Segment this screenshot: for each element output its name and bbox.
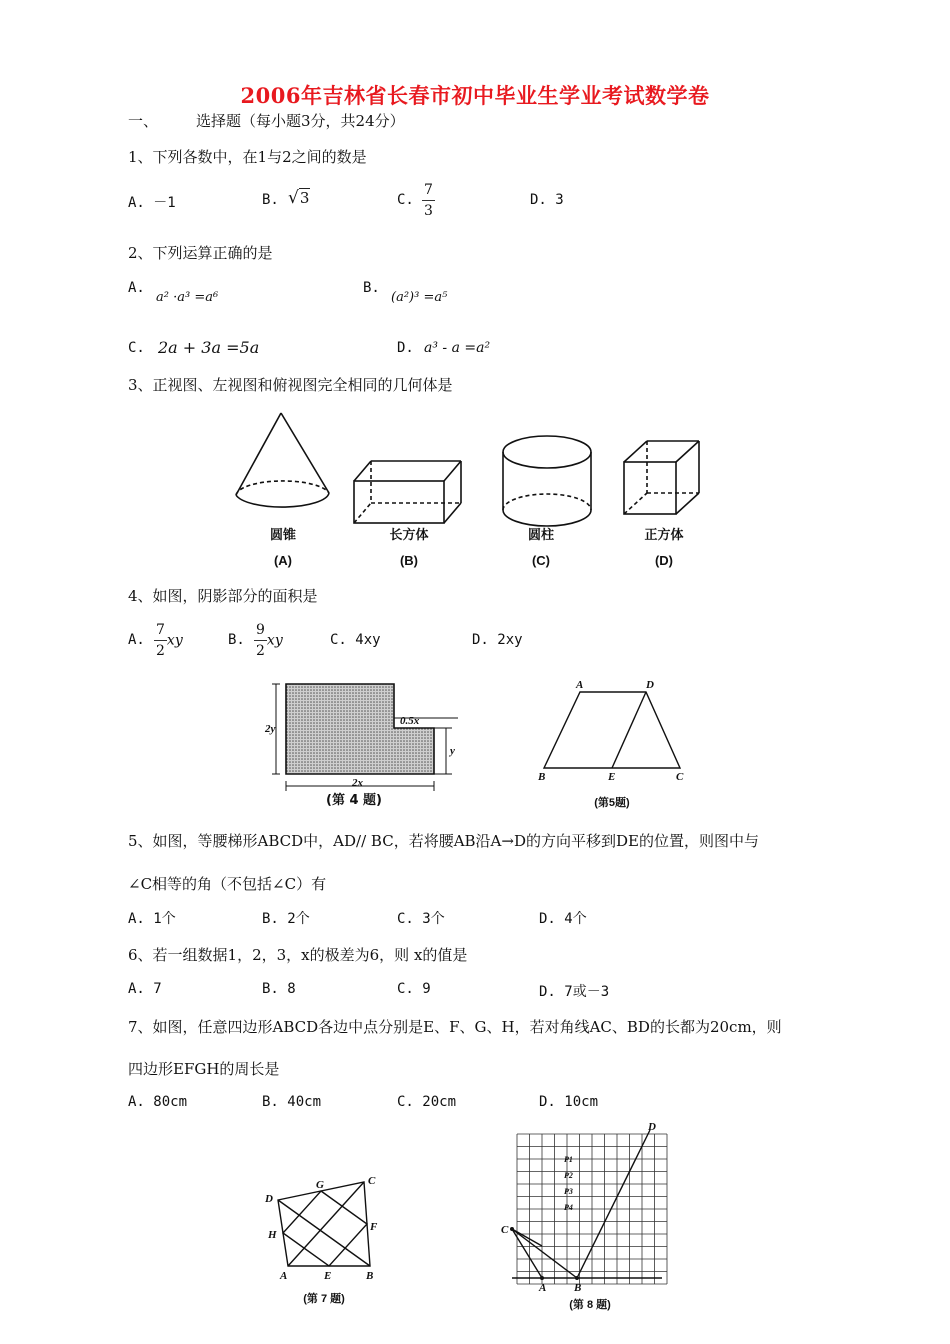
fig4-notch-height-label: y — [450, 745, 455, 757]
q2-stem: 2、下列运算正确的是 — [128, 244, 273, 262]
fig8-label-p3: P3 — [564, 1187, 573, 1196]
shape-c-name: 圆柱 — [527, 527, 555, 542]
fig8-label-p4: P4 — [564, 1203, 573, 1212]
fig4-notch-width-label: 0.5x — [400, 715, 420, 727]
fig8-label-c: C — [501, 1224, 509, 1236]
q5-option-c: C. 3个 — [397, 911, 445, 927]
cube-shape — [624, 441, 699, 514]
q4-option-b-label: B. — [228, 632, 245, 648]
shape-a-name: 圆锥 — [269, 527, 297, 542]
q6-stem: 6、若一组数据1，2，3，x的极差为6，则 x的值是 — [128, 946, 468, 964]
fig4-width-label: 2x — [352, 777, 363, 789]
q5-option-b: B. 2个 — [262, 911, 310, 927]
shape-d-letter: (D) — [654, 553, 674, 568]
q7-option-c: C. 20cm — [397, 1094, 457, 1110]
q1-option-c-label: C. — [397, 192, 414, 208]
q7-stem-line2: 四边形EFGH的周长是 — [128, 1060, 280, 1078]
q2-option-b-math: (a²)³ =a⁵ — [391, 290, 448, 305]
fig8-label-d: D — [648, 1121, 656, 1133]
q4-option-b-frac: $\frac{9}{2}$ xy — [256, 622, 283, 659]
shaded-region — [286, 684, 434, 774]
fig5-label-b: B — [538, 771, 546, 783]
fig8-grid — [517, 1134, 667, 1284]
q2-option-a-math: a² ·a³ =a⁶ — [156, 290, 219, 305]
fig8-label-p1: P1 — [564, 1155, 573, 1164]
cuboid-shape — [354, 461, 461, 523]
fig8-label-b: B — [574, 1282, 582, 1294]
page-title: 2006年吉林省长春市初中毕业生学业考试数学卷 — [240, 83, 710, 108]
fig5-label-a: A — [576, 679, 584, 691]
fig7-label-g: G — [316, 1179, 324, 1191]
fig5-caption: (第5题) — [594, 797, 630, 809]
fig7-label-f: F — [370, 1221, 378, 1233]
fig5-label-c: C — [676, 771, 684, 783]
q4-stem: 4、如图，阴影部分的面积是 — [128, 587, 318, 605]
fig7-label-b: B — [366, 1270, 374, 1282]
section-number: 一、 — [128, 112, 159, 130]
fig4-caption: (第 4 题) — [326, 793, 382, 808]
fig7-label-e: E — [324, 1270, 332, 1282]
q7-option-d: D. 10cm — [539, 1094, 599, 1110]
shape-a-letter: (A) — [273, 553, 293, 568]
q2-option-c-math: 2a + 3a =5a — [158, 338, 260, 357]
q6-option-b: B. 8 — [262, 981, 296, 997]
fig7-figure — [258, 1168, 398, 1310]
q7-option-a: A. 80cm — [128, 1094, 188, 1110]
q2-option-d-label: D. — [397, 340, 414, 356]
q1-option-a: A. －1 — [128, 195, 176, 211]
fig7-label-h: H — [268, 1229, 277, 1241]
fig4-height-label: 2y — [265, 723, 276, 735]
fig7-label-d: D — [265, 1193, 273, 1205]
shape-b-name: 长方体 — [389, 527, 429, 542]
q4-option-a-frac: $\frac{7}{2}$ xy — [156, 622, 183, 659]
fig8-label-p2: P2 — [564, 1171, 573, 1180]
fig5-figure — [530, 674, 700, 814]
q7-option-b: B. 40cm — [262, 1094, 322, 1110]
q7-stem-line1: 7、如图，任意四边形ABCD各边中点分别是E、F、G、H，若对角线AC、BD的长都为20cm，则 — [128, 1018, 782, 1036]
q2-option-c-label: C. — [128, 340, 145, 356]
fig7-caption: (第 7 题) — [303, 1293, 345, 1305]
q6-option-c: C. 9 — [397, 981, 431, 997]
q1-option-c-frac: $\frac{7}{3}$ — [424, 182, 433, 219]
q4-option-c: C. 4xy — [330, 632, 381, 648]
fig8-label-a: A — [539, 1282, 547, 1294]
q6-option-a: A. 7 — [128, 981, 162, 997]
q4-option-d: D. 2xy — [472, 632, 523, 648]
fig7-label-a: A — [280, 1270, 288, 1282]
q2-option-d-math: a³ - a =a² — [424, 340, 491, 356]
q6-option-d: D. 7或－3 — [539, 984, 610, 1000]
fig5-label-e: E — [608, 771, 616, 783]
q1-option-d: D. 3 — [530, 192, 564, 208]
cone-shape — [236, 413, 329, 507]
q5-stem-line2: ∠C相等的角（不包括∠C）有 — [128, 875, 327, 893]
q1-option-b-label: B. — [262, 192, 279, 208]
q3-solids-figure — [226, 405, 716, 580]
shape-d-name: 正方体 — [644, 527, 684, 542]
q5-option-d: D. 4个 — [539, 911, 587, 927]
q5-stem-line1: 5、如图，等腰梯形ABCD中，AD// BC，若将腰AB沿A→D的方向平移到DE的位置，则图中与 — [128, 832, 759, 850]
fig8-figure — [498, 1118, 668, 1314]
section-heading: 选择题（每小题3分，共24分） — [196, 112, 405, 130]
q4-figure — [262, 674, 472, 814]
q2-option-b-label: B. — [363, 280, 380, 296]
q2-option-a-label: A. — [128, 280, 145, 296]
q1-stem: 1、下列各数中，在1与2之间的数是 — [128, 148, 367, 166]
fig7-label-c: C — [368, 1175, 376, 1187]
q3-stem: 3、正视图、左视图和俯视图完全相同的几何体是 — [128, 376, 453, 394]
shape-c-letter: (C) — [531, 553, 551, 568]
fig5-label-d: D — [646, 679, 654, 691]
fig8-caption: (第 8 题) — [569, 1299, 611, 1311]
q5-option-a: A. 1个 — [128, 911, 176, 927]
cylinder-shape — [503, 436, 591, 526]
q1-option-b-math: √3 — [288, 188, 310, 208]
q4-option-a-label: A. — [128, 632, 145, 648]
shape-b-letter: (B) — [399, 553, 419, 568]
